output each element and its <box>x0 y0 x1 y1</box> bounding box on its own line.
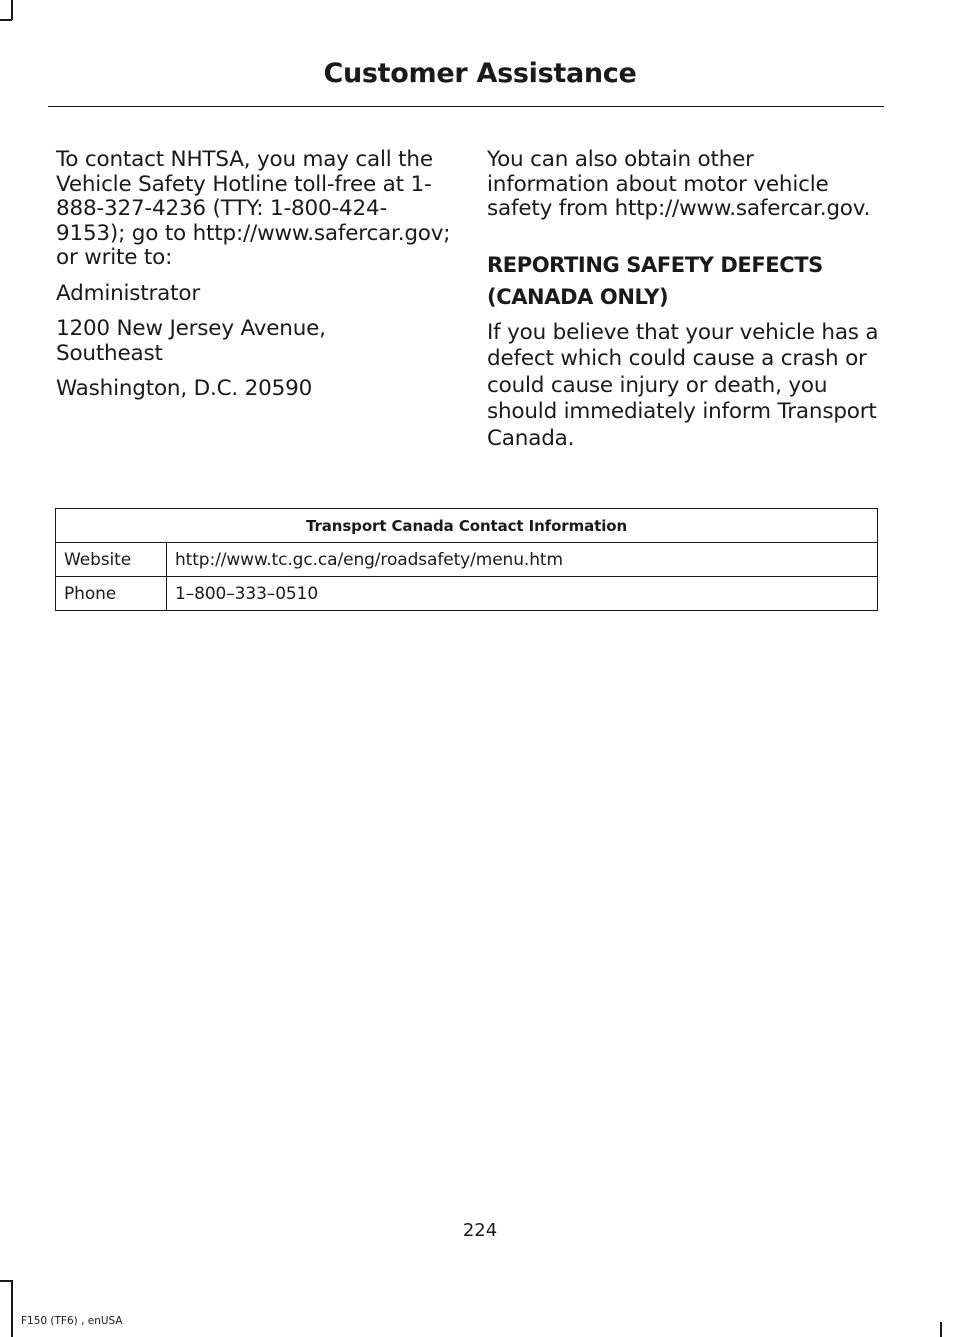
page-title: Customer Assistance <box>323 58 637 89</box>
crop-mark-top-left <box>11 0 13 20</box>
section-heading <box>487 250 887 312</box>
section-heading-line-2: (CANADA ONLY) <box>487 284 669 309</box>
transport-canada-contact-table <box>55 508 878 611</box>
footer-document-id: F150 (TF6) , enUSA <box>21 1315 123 1327</box>
address-line-city: Washington, D.C. 20590 <box>56 376 313 401</box>
crop-mark-top-left-h <box>0 19 12 21</box>
crop-mark-bottom-left <box>11 1280 13 1337</box>
crop-mark-bottom-left-h <box>0 1280 12 1282</box>
table-row <box>56 543 878 577</box>
defect-report-paragraph: If you believe that your vehicle has a defect which could cause a crash or could cause injury or death, you should immediately inform Transport Canada. <box>487 319 879 451</box>
website-value: http://www.tc.gc.ca/eng/roadsafety/menu.htm <box>167 543 878 577</box>
address-line-street: 1200 New Jersey Avenue, Southeast <box>56 316 326 366</box>
website-label: Website <box>56 543 167 577</box>
address-line-administrator: Administrator <box>56 280 200 306</box>
phone-value: 1–800–333–0510 <box>167 577 878 611</box>
table-title: Transport Canada Contact Information <box>56 509 878 543</box>
left-column <box>56 148 451 413</box>
section-heading-line-1: REPORTING SAFETY DEFECTS <box>487 252 823 277</box>
table-row <box>56 577 878 611</box>
safercar-info-paragraph: You can also obtain other information about motor vehicle safety from http://www.safercar.gov. <box>487 147 871 221</box>
right-column <box>487 148 887 462</box>
crop-mark-bottom-right <box>940 1322 942 1337</box>
nhtsa-contact-paragraph: To contact NHTSA, you may call the Vehicle Safety Hotline toll-free at 1-888-327-4236 (TTY: 1-800-424-9153); go to http://www.safercar.gov; or write to: <box>56 147 451 270</box>
phone-label: Phone <box>56 577 167 611</box>
header-divider <box>48 106 884 107</box>
page-number: 224 <box>462 1220 498 1241</box>
